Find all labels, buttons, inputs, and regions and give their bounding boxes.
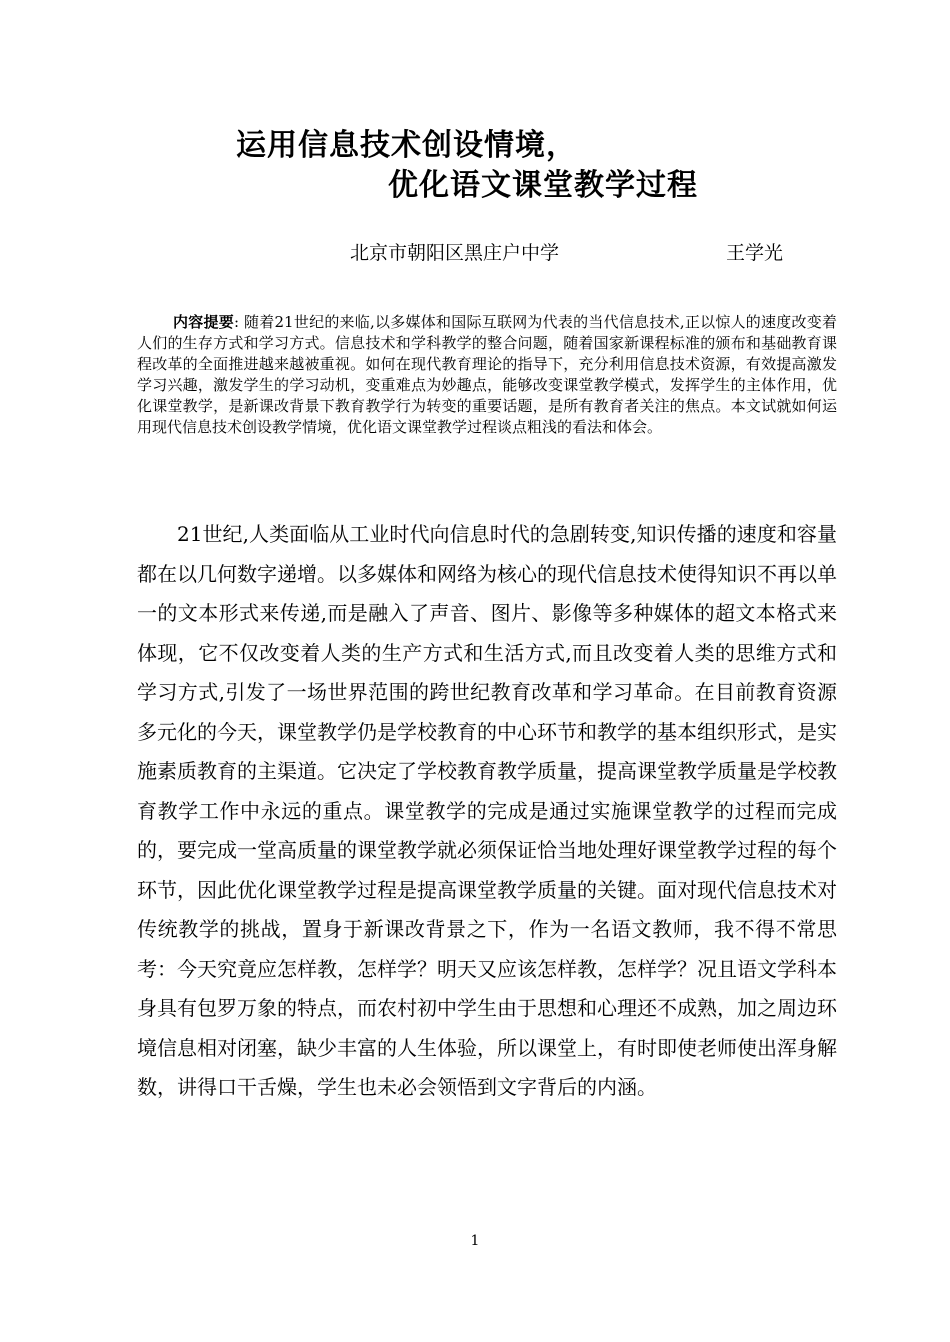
author-name: 王学光 bbox=[726, 242, 784, 264]
page-number: 1 bbox=[470, 1233, 480, 1249]
school-name: 北京市朝阳区黑庄户中学 bbox=[350, 242, 560, 264]
abstract bbox=[137, 312, 837, 438]
abstract-text: : 随着21世纪的来临,以多媒体和国际互联网为代表的当代信息技术,正以惊人的速度改变着人们的生存方式和学习方式。信息技术和学科教学的整合问题，随着国家新课程标准的颁布和基础教育课程改革的全面推进越来越被重视。如何在现代教育理论的指导下，充分利用信息技术资源，有效提高激发学习兴趣，激发学生的学习动机，变重难点为妙趣点，能够改变课堂教学模式，发挥学生的主体作用，优化课堂教学，是新课改背景下教育教学行为转变的重要话题，是所有教育者关注的焦点。本文试就如何运用现代信息技术创设教学情境，优化语文课堂教学过程谈点粗浅的看法和体会。 bbox=[137, 313, 837, 436]
body-paragraph: 21世纪,人类面临从工业时代向信息时代的急剧转变,知识传播的速度和容量都在以几何数字递增。以多媒体和网络为核心的现代信息技术使得知识不再以单一的文本形式来传递,而是融入了声音、图片、影像等多种媒体的超文本格式来体现，它不仅改变着人类的生产方式和生活方式,而且改变着人类的思维方式和学习方式,引发了一场世界范围的跨世纪教育改革和学习革命。在目前教育资源多元化的今天，课堂教学仍是学校教育的中心环节和教学的基本组织形式，是实施素质教育的主渠道。它决定了学校教育教学质量，提高课堂教学质量是学校教育教学工作中永远的重点。课堂教学的完成是通过实施课堂教学的过程而完成的，要完成一堂高质量的课堂教学就必须保证恰当地处理好课堂教学过程的每个环节，因此优化课堂教学过程是提高课堂教学质量的关键。面对现代信息技术对传统教学的挑战，置身于新课改背景之下，作为一名语文教师，我不得不常思考：今天究竟应怎样教，怎样学？明天又应该怎样教，怎样学？况且语文学科本身具有包罗万象的特点，而农村初中学生由于思想和心理还不成熟，加之周边环境信息相对闭塞，缺少丰富的人生体验，所以课堂上，有时即使老师使出浑身解数，讲得口干舌燥，学生也未必会领悟到文字背后的内涵。 bbox=[137, 522, 837, 1099]
title-line-1: 运用信息技术创设情境， bbox=[236, 128, 577, 163]
title-line-2: 优化语文课堂教学过程 bbox=[388, 168, 698, 203]
abstract-label: 内容提要 bbox=[173, 313, 234, 331]
